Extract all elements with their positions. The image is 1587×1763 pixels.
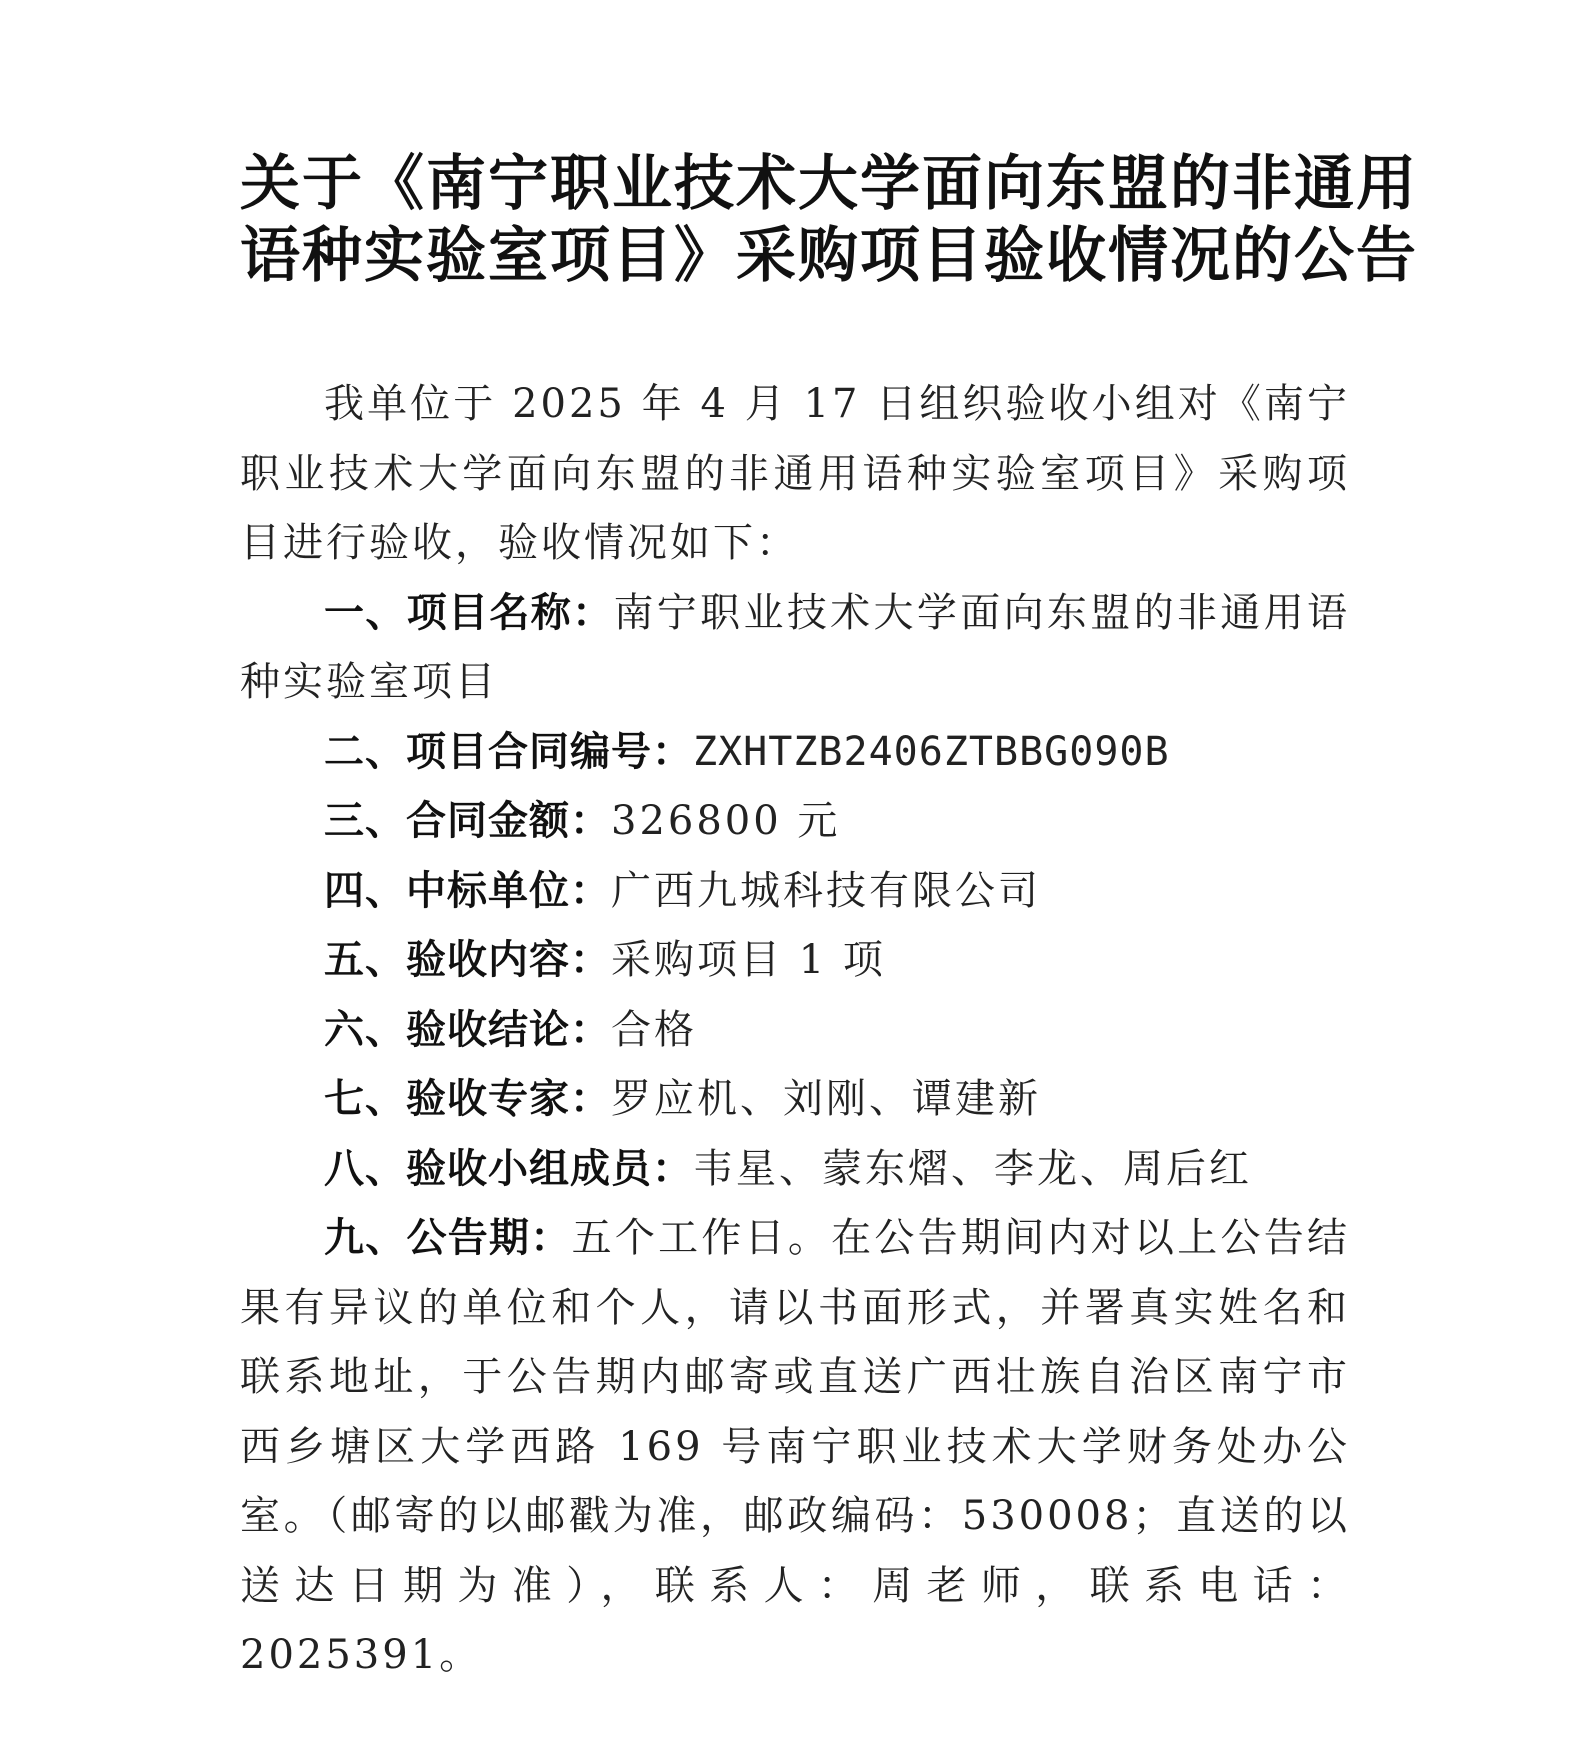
item-label: 五、验收内容： — [324, 937, 611, 983]
item-label: 八、验收小组成员： — [324, 1145, 693, 1192]
item-value: 罗应机、刘刚、谭建新 — [611, 1076, 1041, 1122]
item-winning-bidder — [240, 857, 1350, 927]
item-label: 四、中标单位： — [324, 867, 611, 914]
item-contract-number — [240, 718, 1350, 788]
intro-paragraph: 我单位于 2025 年 4 月 17 日组织验收小组对《南宁职业技术大学面向东盟的非通用语种实验室项目》采购项目进行验收，验收情况如下： — [240, 381, 1350, 566]
item-label: 一、项目名称： — [324, 589, 614, 636]
item-label: 六、验收结论： — [324, 1006, 611, 1053]
item-project-name — [240, 579, 1350, 718]
item-value: 广西九城科技有限公司 — [611, 867, 1041, 914]
item-acceptance-content — [240, 926, 1350, 996]
item-value: ZXHTZB2406ZTBBG090B — [693, 728, 1170, 775]
item-label: 七、验收专家： — [324, 1076, 611, 1122]
item-acceptance-conclusion — [240, 996, 1350, 1066]
item-value: 326800 元 — [611, 798, 841, 844]
item-label: 三、合同金额： — [324, 798, 611, 844]
item-value: 采购项目 1 项 — [611, 937, 886, 983]
item-label: 二、项目合同编号： — [324, 728, 693, 775]
item-value: 合格 — [611, 1006, 697, 1053]
item-value: 五个工作日。在公告期间内对以上公告结果有异议的单位和个人，请以书面形式，并署真实姓名和联系地址，于公告期内邮寄或直送广西壮族自治区南宁市西乡塘区大学西路 169 号南宁职业技术大学财务处办公室。（邮寄的以邮戳为准，邮政编码：530008；直送的以送达日期为准），联系人：周老师，联系电话：2025391。 — [240, 1215, 1351, 1678]
announcement-body — [240, 370, 1350, 1691]
title-line-1: 关于《南宁职业技术大学面向东盟的非通用 — [240, 149, 1418, 219]
item-value: 南宁职业技术大学面向东盟的非通用语种实验室项目 — [240, 589, 1351, 705]
item-value: 韦星、蒙东熠、李龙、周后红 — [693, 1145, 1252, 1192]
item-label: 九、公告期： — [324, 1215, 572, 1261]
item-team-members — [240, 1135, 1350, 1205]
item-acceptance-experts — [240, 1065, 1350, 1135]
item-notice-period — [240, 1204, 1350, 1691]
item-contract-amount — [240, 787, 1350, 857]
title-line-2: 语种实验室项目》采购项目验收情况的公告 — [240, 221, 1418, 291]
announcement-title — [240, 148, 1418, 292]
